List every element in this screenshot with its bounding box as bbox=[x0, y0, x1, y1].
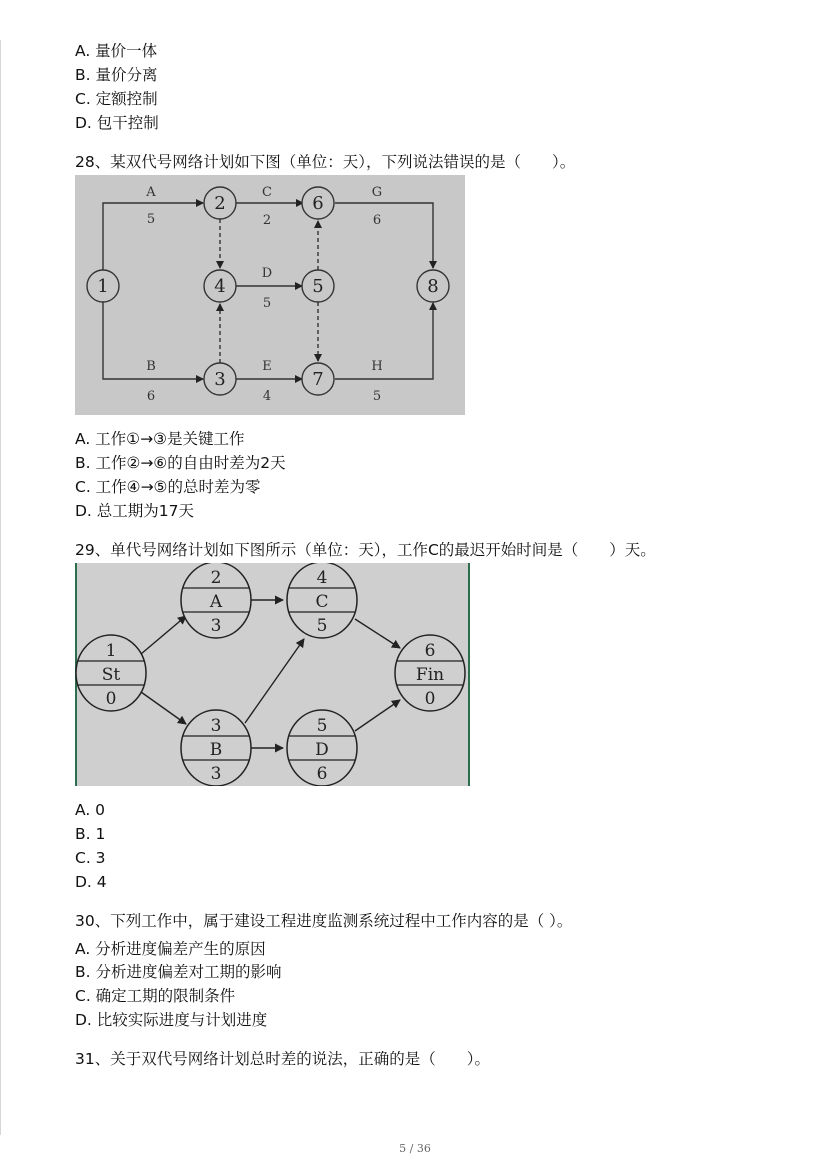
q29-option-b: B. 1 bbox=[75, 825, 106, 843]
q29-node-name: Fin bbox=[415, 665, 445, 685]
q30-option-b: B. 分析进度偏差对工期的影响 bbox=[75, 963, 282, 981]
q29-node-id: 3 bbox=[210, 716, 222, 736]
q29-node-name: D bbox=[315, 740, 329, 760]
q28-node-2: 2 bbox=[214, 193, 226, 214]
q28-activity-name: C bbox=[262, 185, 272, 200]
q29-node-id: 2 bbox=[210, 568, 222, 588]
q28-node-5: 5 bbox=[312, 276, 324, 297]
q28-option-a: A. 工作①→③是关键工作 bbox=[75, 430, 245, 448]
q28-activity-duration: 5 bbox=[146, 212, 156, 227]
q29-node-duration: 5 bbox=[316, 616, 328, 636]
q28-activity-duration: 4 bbox=[262, 389, 272, 404]
q28-activity-name: H bbox=[371, 359, 383, 374]
q29-node-duration: 0 bbox=[424, 689, 436, 709]
q28-activity-duration: 5 bbox=[372, 389, 382, 404]
q29-option-d: D. 4 bbox=[75, 873, 107, 891]
q29-node-duration: 6 bbox=[316, 764, 328, 784]
page-edge bbox=[0, 40, 1, 1135]
q28-node-4: 4 bbox=[214, 276, 226, 297]
q28-activity-name: D bbox=[261, 266, 273, 281]
page-number: 5 / 36 bbox=[399, 1142, 431, 1155]
q29-stem: 29、单代号网络计划如下图所示（单位：天），工作C的最迟开始时间是（ ）天。 bbox=[75, 541, 656, 559]
q28-node-3: 3 bbox=[214, 369, 226, 390]
q28-activity-name: A bbox=[146, 185, 156, 200]
q29-node-name: B bbox=[209, 740, 223, 760]
q28-activity-duration: 2 bbox=[262, 213, 272, 228]
q27-option-c: C. 定额控制 bbox=[75, 90, 158, 108]
q27-option-b: B. 量价分离 bbox=[75, 66, 158, 84]
q28-activity-duration: 6 bbox=[146, 389, 156, 404]
q28-activity-name: E bbox=[262, 359, 272, 374]
q29-node-name: A bbox=[209, 592, 223, 612]
q28-activity-duration: 6 bbox=[372, 213, 382, 228]
q28-activity-name: B bbox=[146, 359, 156, 374]
q28-node-8: 8 bbox=[427, 276, 439, 297]
q30-option-a: A. 分析进度偏差产生的原因 bbox=[75, 940, 266, 958]
q31-stem: 31、关于双代号网络计划总时差的说法，正确的是（ ）。 bbox=[75, 1050, 490, 1068]
q29-option-a: A. 0 bbox=[75, 801, 106, 819]
q29-node-duration: 3 bbox=[210, 764, 222, 784]
q28-network-diagram bbox=[75, 175, 465, 415]
q29-node-name: St bbox=[101, 665, 121, 685]
q30-option-d: D. 比较实际进度与计划进度 bbox=[75, 1011, 268, 1029]
q28-option-c: C. 工作④→⑤的总时差为零 bbox=[75, 478, 261, 496]
q29-network-diagram bbox=[75, 563, 470, 786]
q28-activity-duration: 5 bbox=[262, 296, 272, 311]
q28-node-7: 7 bbox=[312, 369, 324, 390]
q29-node-id: 1 bbox=[105, 641, 117, 661]
q29-node-name: C bbox=[315, 592, 329, 612]
q30-stem: 30、下列工作中，属于建设工程进度监测系统过程中工作内容的是（ ）。 bbox=[75, 912, 573, 930]
q29-option-c: C. 3 bbox=[75, 849, 106, 867]
q28-node-6: 6 bbox=[312, 193, 324, 214]
q29-node-duration: 0 bbox=[105, 689, 117, 709]
q28-option-d: D. 总工期为17天 bbox=[75, 502, 195, 520]
q29-node-id: 4 bbox=[316, 568, 328, 588]
q27-option-d: D. 包干控制 bbox=[75, 114, 159, 132]
q29-node-id: 5 bbox=[316, 716, 328, 736]
q28-stem: 28、某双代号网络计划如下图（单位：天），下列说法错误的是（ ）。 bbox=[75, 153, 576, 171]
q29-node-duration: 3 bbox=[210, 616, 222, 636]
q30-option-c: C. 确定工期的限制条件 bbox=[75, 987, 236, 1005]
q29-node-id: 6 bbox=[424, 641, 436, 661]
q28-activity-name: G bbox=[371, 185, 383, 200]
q28-option-b: B. 工作②→⑥的自由时差为2天 bbox=[75, 454, 286, 472]
q28-node-1: 1 bbox=[97, 276, 109, 297]
q27-option-a: A. 量价一体 bbox=[75, 42, 158, 60]
